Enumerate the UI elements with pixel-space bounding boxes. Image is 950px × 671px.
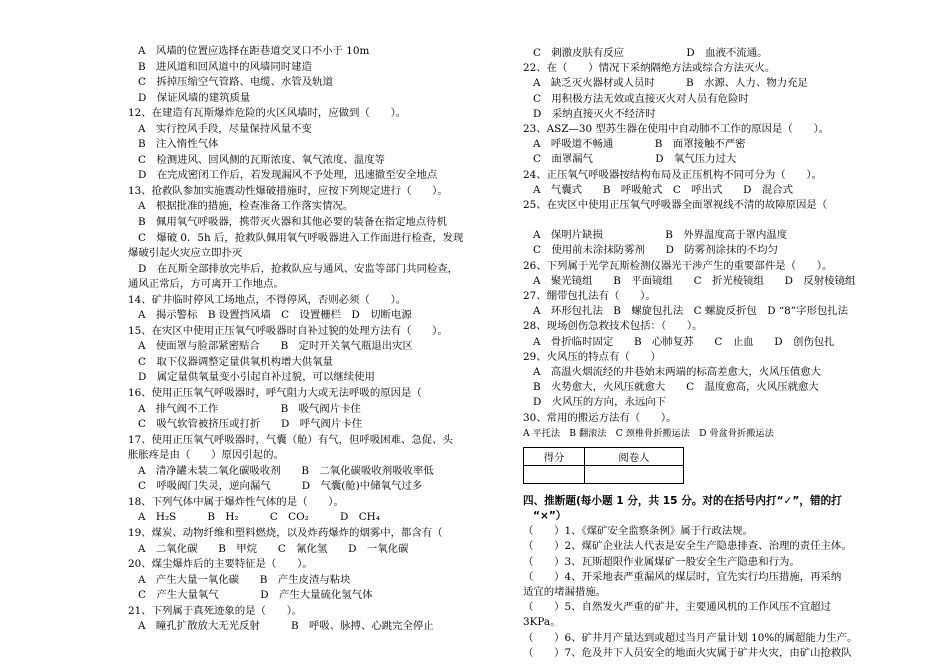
text-line: 通风正常后，方可离开工作地点。 [128,278,284,291]
score-table [523,447,684,484]
text-line: A 风墙的位置应选择在距巷道交叉口不小于 10m [138,45,370,57]
text-line: A 平托法 B 翻滚法 C 颈椎骨折搬运法 D 骨盆骨折搬运法 [523,427,774,439]
text-line: 27、绷带包扎法有（ ）。 [523,290,656,302]
text-line: （ ）1、《煤矿安全监察条例》属于行政法规。 [523,525,754,538]
text-line: 30、常用的搬运方法有（ ）。 [523,411,677,424]
text-line: C 爆破 0．5h 后，抢救队佩用氧气呼吸器进入工作面进行检查，发现 [138,231,464,244]
judgement-list [523,524,866,661]
text-line: 23、ASZ—30 型苏生器在使用中自动肺不工作的原因是（ ）。 [523,122,830,135]
text-line: B 火势愈大，火风压就愈大 C 温度愈高，火风压就愈大 [533,381,819,394]
text-line: A 清净罐未装二氧化碳吸收剂 B 二氧化碳吸收剂吸收率低 [138,464,434,477]
section-heading-cont: “×”） [533,510,567,523]
text-line: 13、抢救队参加实施震动性爆破措施时，应按下列规定进行（ ）。 [128,184,448,197]
text-line: C 拆掉压缩空气管路、电缆、水管及轨道 [138,76,333,89]
text-line: 26、下列属于光学瓦斯检测仪器光干涉产生的重要部件是（ ）。 [523,259,833,272]
text-line: （ ）3、瓦斯超限作业属煤矿一般安全生产隐患和行为。 [523,555,800,568]
section-heading: 四、推断题(每小题 1 分，共 15 分。对的在括号内打“✓”，错的打 [523,494,842,507]
text-line: C 刺激皮肤有反应 D 血液不流通。 [533,47,768,59]
text-line: D 采纳直接灭火不经济时 [533,107,656,120]
text-line: 胀胀疼是由（ ）原因引起的。 [128,449,284,462]
text-line: 29、火风压的特点有（ ） [523,350,661,363]
text-line: B 注入惰性气体 [138,138,219,151]
text-line: 爆破引起火灾应立即扑灭 [128,247,243,260]
text-line: 28、现场创伤急救技术包括：（ ）。 [523,320,703,333]
text-line: 14、矿井临时停风工场地点，不得停风，否则必须（ ）。 [128,293,407,306]
text-line: C 产生大量氧气 D 产生大量硫化氢气体 [138,589,373,602]
text-line: 15、在灾区中使用正压氧气呼吸器时自补过貌的处理方法有（ ）。 [128,324,448,337]
text-line: D 火风压的方向，永远向下 [533,396,667,409]
text-line: C 检测进风、回风侧的瓦斯浓度、氧气浓度、温度等 [138,153,385,166]
text-line: （ ）7、危及井下人员安全的地面火灾属于矿井火灾，由矿山抢救队 [523,646,852,659]
text-line: D 属定量供氧量变小引起自补过貌，可以继续使用 [138,371,375,384]
text-line: C 呼吸阀门失灵，逆向漏气 D 气囊(舱)中储氧气过多 [138,480,423,493]
text-line: C 吸气软管被挤压或打折 D 呼气阀片卡住 [138,418,363,431]
text-line: B 进风道和回风道中的风墙同时建造 [138,60,312,73]
text-line: A 气囊式 B 呼吸舱式 C 呼出式 D 混合式 [533,183,794,196]
text-line: 21、下列属于真死迹象的是（ ）。 [128,604,303,617]
text-line: 12、在建造有瓦斯爆炸危险的火区风墙时，应做到（ ）。 [128,107,407,120]
text-line: A 缺乏灭火器材或人员时 B 水源、人力、物力充足 [533,77,808,90]
text-line: C 取下仪器调整定量供氧机构增大供氧量 [138,355,333,368]
text-line: （ ）5、自然发火严重的矿井，主要通风机的工作风压不宜超过 [523,601,831,614]
text-line [523,213,866,228]
text-line: A 保明片缺损 B 外界温度高于罩内温度 [533,229,788,242]
text-line: 16、使用正压氧气呼吸器时，呼气阻力大或无法呼吸的原因是（ [128,387,422,400]
text-line: D 保证风墙的建筑质量 [138,91,251,104]
reviewer-label: 阅卷人 [585,447,684,465]
score-cell [524,465,585,483]
text-line: 20、煤尘爆炸后的主要特征是（ ）。 [128,558,313,571]
text-line: A 呼吸道不畅通 B 面罩接触不严密 [533,138,746,151]
text-line: A 揭示警标 B 设置挡风墙 C 设置栅栏 D 切断电源 [138,309,412,322]
text-line: A 高温火烟流经的井巷始末两端的标高差愈大，火风压值愈大 [533,365,822,378]
text-line: A 骨折临时固定 B 心肺复苏 C 止血 D 创伤包扎 [533,335,835,348]
text-line: D 在完成密闭工作后，若发现漏风不予处理，迅速撤至安全地点 [138,169,438,182]
text-line: A H₂S B H₂ C CO₂ D CH₄ [138,511,380,524]
text-line: 适宜的堵漏措施。 [523,586,607,598]
text-line: A 环形包扎法 B 螺旋包扎法 C 螺旋反折包 D “8”字形包扎法 [533,305,849,318]
text-line: 24、正压氧气呼吸器按结构布局及正压机构不同可分为（ ）。 [523,168,822,181]
text-line: B 佩用氧气呼吸器，携带灭火器和其他必要的装备在指定地点待机 [138,216,447,229]
text-line: A 排气阀不工作 B 吸气阀片卡住 [138,402,361,415]
text-line: 3KPa。 [523,616,561,629]
text-line: （ ）4、开采地表严重漏风的煤层时，宜先实行均压措施，再采纳 [523,570,842,583]
text-line: （ ）6、矿井月产量达到或超过当月产量计划 10%的属超能力生产。 [523,631,858,644]
text-line: C 使用前未涂抹防雾剂 D 防雾剂涂抹的不均匀 [533,244,778,257]
text-line: A 聚光镜组 B 平面镜组 C 折光棱镜组 D 反射棱镜组 [533,274,856,287]
text-line: A 瞳孔扩散放大无光反射 B 呼吸、脉搏、心跳完全停止 [138,620,434,633]
text-line: A 产生大量一氧化碳 B 产生皮渣与粘块 [138,573,351,586]
text-line: C 用积极方法无效或直接灭火对人员有危险时 [533,92,749,105]
text-line: 25、在灾区中使用正压氧气呼吸器全面罩视线不清的故障原因是（ [523,198,828,211]
score-label: 得分 [524,447,585,465]
right-column [523,46,866,661]
text-line: C 面罩漏气 D 氧气压力过大 [533,153,737,166]
text-line: A 实行控风手段，尽量保持风量不变 [138,122,312,135]
text-line: A 根据批准的措施，检查准备工作落实情况。 [138,200,354,213]
text-line: 17、使用正压氧气呼吸器时，气囊（舱）有气，但呼吸困难、急促、头 [128,433,453,446]
text-line: 19、煤炭、动物纤维和塑料燃烧，以及炸药爆炸的烟雾中，都含有（ [128,526,443,539]
reviewer-cell [585,465,684,483]
text-line: 18、下列气体中属于爆炸性气体的是（ ）。 [128,495,344,508]
text-line: D 在瓦斯全部排放完毕后，抢救队应与通风、安监等部门共同检查， [138,262,459,275]
text-line: 22、在（ ）情况下采纳隔绝方法或综合方法灭火。 [523,62,776,75]
text-line: A 二氧化碳 B 甲烷 C 氰化氢 D 一氧化碳 [138,542,409,555]
left-column [128,44,483,635]
text-line: A 使面罩与脸部紧密贴合 B 定时开关氧气瓶退出灾区 [138,340,413,353]
text-line: （ ）2、煤矿企业法人代表是安全生产隐患排查、治理的责任主体。 [523,540,852,553]
right-questions [523,46,866,441]
